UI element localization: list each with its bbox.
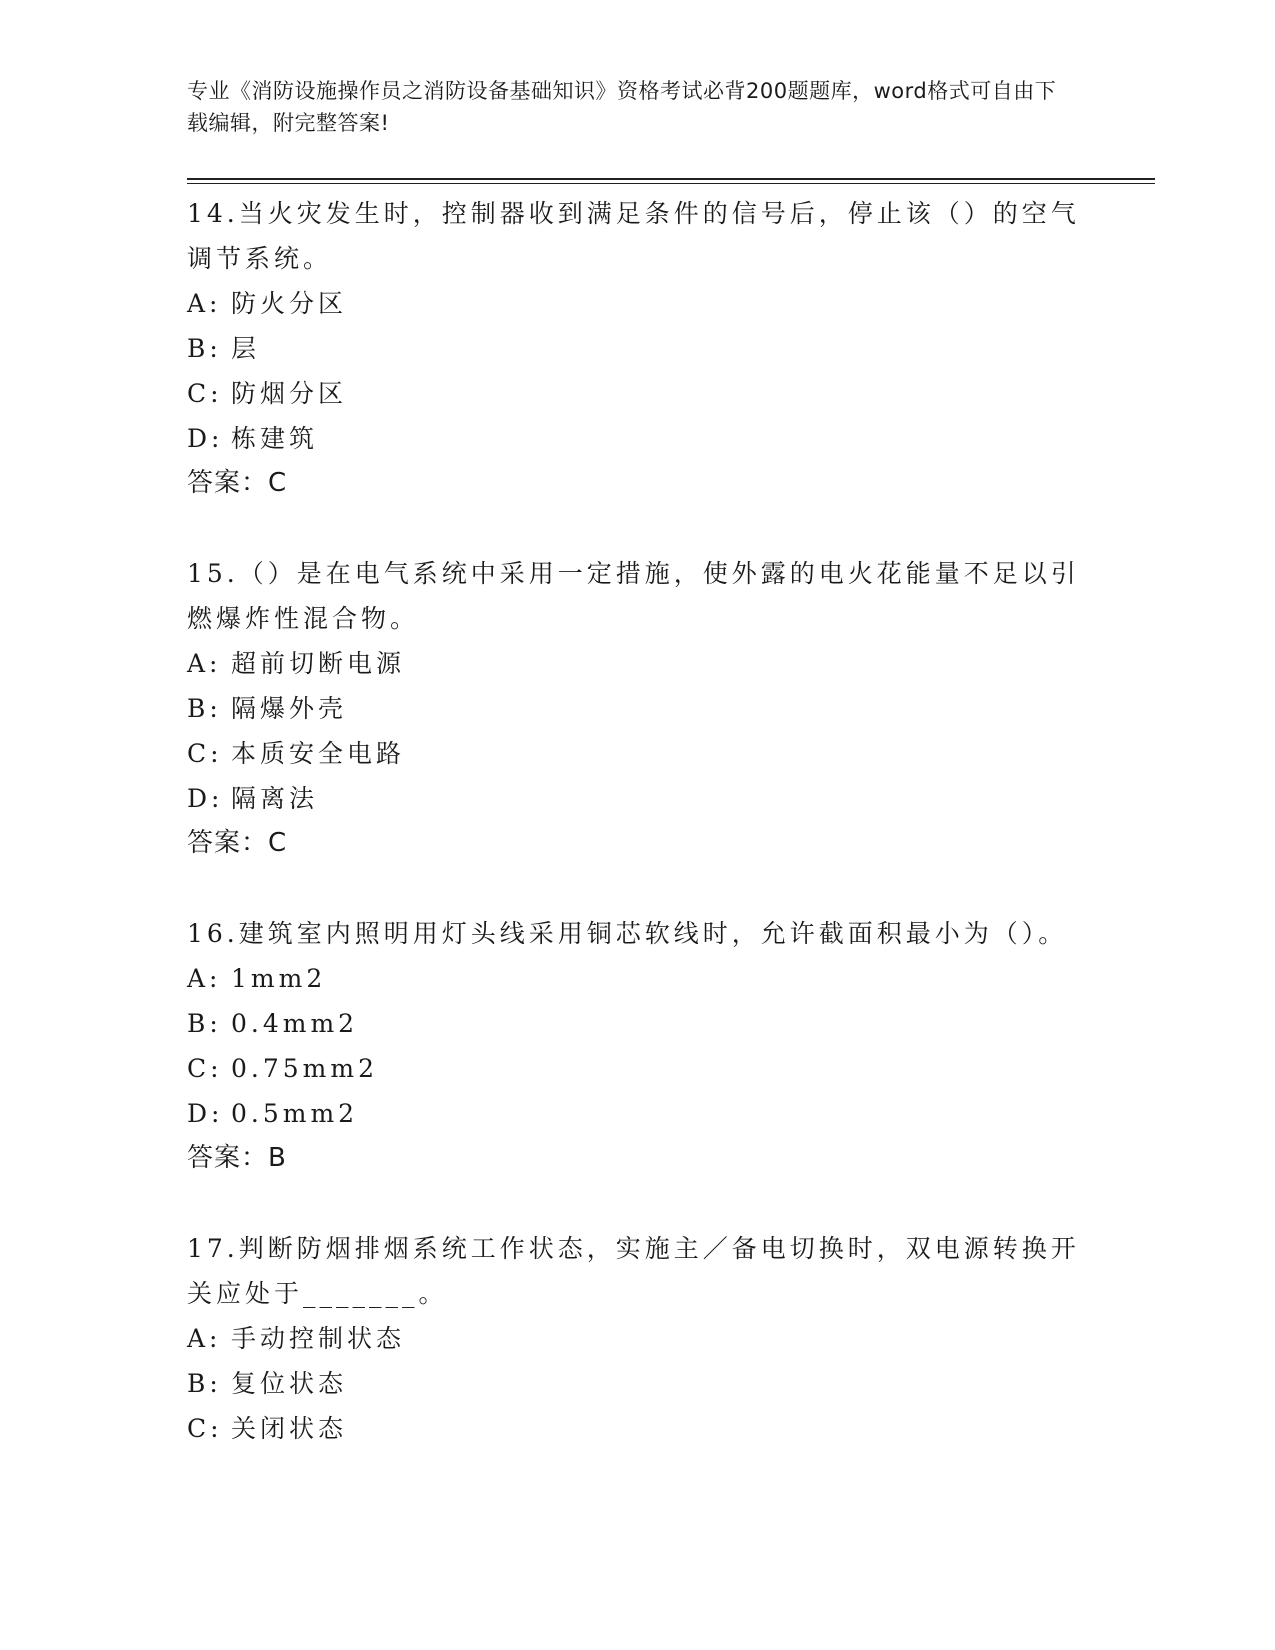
option-b <box>187 1361 1087 1406</box>
option-key: B: <box>187 1369 222 1398</box>
question-16 <box>187 911 1087 1181</box>
option-text: 超前切断电源 <box>231 649 406 678</box>
answer-line: 答案：B <box>187 1143 287 1173</box>
option-key: D: <box>187 1099 224 1128</box>
option-key: A: <box>187 964 222 993</box>
option-text: 0.5mm2 <box>231 1099 359 1128</box>
option-text: 手动控制状态 <box>231 1324 406 1353</box>
question-14 <box>187 191 1087 506</box>
option-text: 0.75mm2 <box>231 1054 378 1083</box>
option-b <box>187 1001 1087 1046</box>
option-text: 本质安全电路 <box>231 739 406 768</box>
answer-line: 答案：C <box>187 828 288 858</box>
question-text: 16.建筑室内照明用灯头线采用铜芯软线时，允许截面积最小为（）。 <box>187 919 1068 948</box>
option-text: 防火分区 <box>231 289 348 318</box>
option-key: B: <box>187 334 222 363</box>
option-text: 1mm2 <box>231 964 327 993</box>
option-text: 隔离法 <box>231 784 319 813</box>
option-text: 0.4mm2 <box>231 1009 359 1038</box>
answer-line: 答案：C <box>187 468 288 498</box>
option-key: B: <box>187 694 222 723</box>
option-key: B: <box>187 1009 222 1038</box>
question-15 <box>187 551 1087 866</box>
option-c <box>187 1406 1087 1451</box>
option-c <box>187 1046 1087 1091</box>
option-key: C: <box>187 1414 223 1443</box>
question-text: 17.判断防烟排烟系统工作状态，实施主／备电切换时，双电源转换开关应处于_______。 <box>187 1234 1080 1308</box>
option-c <box>187 731 1087 776</box>
option-d <box>187 1091 1087 1136</box>
option-b <box>187 686 1087 731</box>
option-key: A: <box>187 649 222 678</box>
option-a <box>187 956 1087 1001</box>
option-d <box>187 416 1087 461</box>
option-key: A: <box>187 1324 222 1353</box>
question-17 <box>187 1226 1087 1451</box>
header-divider-thick <box>187 178 1155 180</box>
option-text: 栋建筑 <box>231 424 319 453</box>
option-text: 关闭状态 <box>231 1414 348 1443</box>
document-header: 专业《消防设施操作员之消防设备基础知识》资格考试必背200题题库，word格式可自由下载编辑，附完整答案! <box>187 79 1057 135</box>
option-a <box>187 1316 1087 1361</box>
question-list <box>187 191 1087 1496</box>
option-key: D: <box>187 424 224 453</box>
option-key: C: <box>187 739 223 768</box>
option-text: 防烟分区 <box>231 379 348 408</box>
header-divider-thin <box>187 183 1155 184</box>
option-text: 隔爆外壳 <box>231 694 348 723</box>
question-text: 15.（）是在电气系统中采用一定措施，使外露的电火花能量不足以引燃爆炸性混合物。 <box>187 559 1080 633</box>
option-c <box>187 371 1087 416</box>
option-key: D: <box>187 784 224 813</box>
option-a <box>187 641 1087 686</box>
option-key: A: <box>187 289 222 318</box>
option-text: 层 <box>231 334 261 363</box>
option-b <box>187 326 1087 371</box>
question-text: 14.当火灾发生时，控制器收到满足条件的信号后，停止该（）的空气调节系统。 <box>187 199 1080 273</box>
option-key: C: <box>187 1054 223 1083</box>
option-text: 复位状态 <box>231 1369 348 1398</box>
option-d <box>187 776 1087 821</box>
option-key: C: <box>187 379 223 408</box>
option-a <box>187 281 1087 326</box>
